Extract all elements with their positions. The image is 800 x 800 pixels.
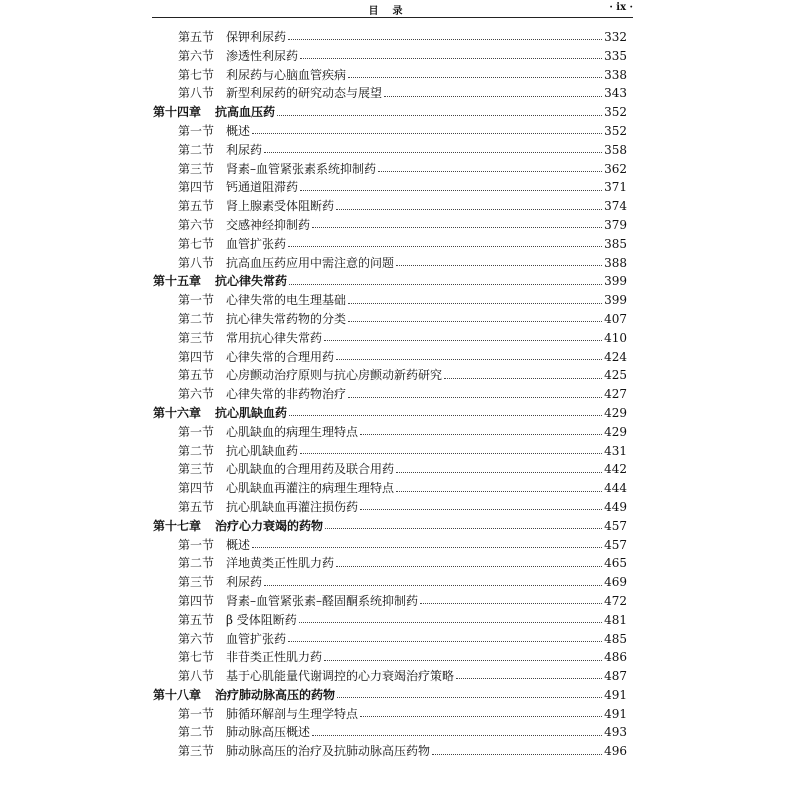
entry-title: 洋地黄类正性肌力药: [226, 556, 335, 571]
dot-leader: [348, 396, 602, 398]
entry-page-number: 335: [604, 48, 627, 63]
dot-leader: [252, 546, 602, 548]
entry-title: 利尿药与心脑血管疾病: [226, 67, 347, 82]
entry-label: 第六节: [178, 217, 215, 232]
dot-leader: [432, 753, 602, 755]
entry-label: 第六节: [178, 631, 215, 646]
entry-label: 第六节: [178, 48, 215, 63]
entry-page-number: 431: [604, 443, 627, 458]
entry-label: 第二节: [178, 142, 215, 157]
toc-section-entry: [152, 723, 627, 742]
entry-page-number: 444: [604, 481, 627, 496]
entry-label: 第一节: [178, 706, 215, 721]
page-header: [152, 2, 633, 18]
entry-title: 交感神经抑制药: [226, 217, 311, 232]
entry-page-number: 362: [604, 161, 627, 176]
entry-label: 第六节: [178, 387, 215, 402]
entry-page-number: 487: [604, 669, 627, 684]
entry-label: 第十八章: [153, 687, 202, 702]
entry-page-number: 491: [604, 706, 627, 721]
dot-leader: [396, 264, 602, 266]
entry-label: 第一节: [178, 537, 215, 552]
entry-label: 第十六章: [153, 405, 202, 420]
toc-section-entry: [152, 479, 627, 498]
toc-section-entry: [152, 460, 627, 479]
toc-section-entry: [152, 630, 627, 649]
entry-label: 第二节: [178, 556, 215, 571]
entry-title: 心律失常的合理用药: [226, 349, 335, 364]
entry-title: 心房颤动治疗原则与抗心房颤动新药研究: [226, 368, 443, 383]
table-of-contents: [152, 28, 627, 761]
toc-chapter-entry: [152, 517, 627, 536]
entry-title: 新型利尿药的研究动态与展望: [226, 86, 383, 101]
entry-title: 治疗肺动脉高压的药物: [215, 687, 336, 702]
dot-leader: [264, 584, 602, 586]
entry-label: 第三节: [178, 161, 215, 176]
entry-page-number: 371: [604, 180, 627, 195]
entry-page-number: 496: [604, 744, 627, 759]
entry-title: β 受体阻断药: [226, 612, 297, 627]
dot-leader: [396, 490, 602, 492]
entry-title: 肺动脉高压的治疗及抗肺动脉高压药物: [226, 744, 431, 759]
toc-section-entry: [152, 742, 627, 761]
entry-title: 钙通道阻滞药: [226, 180, 299, 195]
entry-title: 利尿药: [226, 575, 263, 590]
entry-label: 第四节: [178, 481, 215, 496]
entry-page-number: 352: [604, 105, 627, 120]
entry-label: 第八节: [178, 669, 215, 684]
entry-label: 第一节: [178, 123, 215, 138]
dot-leader: [312, 734, 602, 736]
entry-title: 心肌缺血的合理用药及联合用药: [226, 462, 395, 477]
dot-leader: [325, 527, 602, 529]
dot-leader: [336, 358, 602, 360]
entry-label: 第十五章: [153, 274, 202, 289]
entry-title: 抗心肌缺血再灌注损伤药: [226, 499, 359, 514]
entry-title: 肺动脉高压概述: [226, 725, 311, 740]
entry-title: 抗心肌缺血药: [226, 443, 299, 458]
dot-leader: [312, 226, 602, 228]
entry-title: 肾上腺素受体阻断药: [226, 199, 335, 214]
entry-label: 第四节: [178, 180, 215, 195]
entry-title: 抗高血压药应用中需注意的问题: [226, 255, 395, 270]
toc-section-entry: [152, 348, 627, 367]
dot-leader: [299, 621, 602, 623]
entry-label: 第八节: [178, 255, 215, 270]
toc-section-entry: [152, 197, 627, 216]
toc-section-entry: [152, 254, 627, 273]
entry-page-number: 493: [604, 725, 627, 740]
dot-leader: [348, 76, 602, 78]
entry-page-number: 485: [604, 631, 627, 646]
entry-label: 第三节: [178, 744, 215, 759]
toc-section-entry: [152, 611, 627, 630]
entry-page-number: 491: [604, 687, 627, 702]
toc-section-entry: [152, 366, 627, 385]
dot-leader: [360, 508, 602, 510]
entry-page-number: 469: [604, 575, 627, 590]
entry-page-number: 424: [604, 349, 627, 364]
entry-page-number: 457: [604, 537, 627, 552]
toc-section-entry: [152, 291, 627, 310]
entry-page-number: 374: [604, 199, 627, 214]
entry-title: 常用抗心律失常药: [226, 330, 323, 345]
entry-label: 第八节: [178, 86, 215, 101]
dot-leader: [300, 452, 602, 454]
toc-chapter-entry: [152, 103, 627, 122]
entry-title: 抗高血压药: [215, 105, 276, 120]
entry-title: 保钾利尿药: [226, 30, 287, 44]
toc-section-entry: [152, 442, 627, 461]
entry-title: 心肌缺血再灌注的病理生理特点: [226, 481, 395, 496]
dot-leader: [360, 433, 602, 435]
entry-page-number: 338: [604, 67, 627, 82]
entry-page-number: 379: [604, 217, 627, 232]
dot-leader: [336, 208, 602, 210]
entry-page-number: 410: [604, 330, 627, 345]
dot-leader: [324, 339, 602, 341]
dot-leader: [277, 114, 602, 116]
dot-leader: [264, 151, 602, 153]
entry-page-number: 427: [604, 387, 627, 402]
entry-label: 第一节: [178, 293, 215, 308]
toc-section-entry: [152, 178, 627, 197]
entry-label: 第四节: [178, 593, 215, 608]
entry-title: 抗心肌缺血药: [215, 405, 288, 420]
entry-label: 第四节: [178, 349, 215, 364]
toc-chapter-entry: [152, 272, 627, 291]
document-page: [152, 0, 633, 800]
entry-page-number: 343: [604, 86, 627, 101]
dot-leader: [288, 245, 602, 247]
dot-leader: [378, 170, 602, 172]
entry-page-number: 407: [604, 311, 627, 326]
entry-page-number: 358: [604, 142, 627, 157]
entry-label: 第五节: [178, 368, 215, 383]
dot-leader: [396, 471, 602, 473]
toc-section-entry: [152, 84, 627, 103]
toc-section-entry: [152, 235, 627, 254]
dot-leader: [456, 677, 602, 679]
entry-title: 血管扩张药: [226, 631, 287, 646]
entry-page-number: 352: [604, 123, 627, 138]
entry-page-number: 399: [604, 293, 627, 308]
entry-label: 第二节: [178, 725, 215, 740]
entry-label: 第七节: [178, 67, 215, 82]
entry-title: 肺循环解剖与生理学特点: [226, 706, 359, 721]
entry-title: 抗心律失常药: [215, 274, 288, 289]
entry-title: 心律失常的非药物治疗: [226, 387, 347, 402]
toc-section-entry: [152, 554, 627, 573]
entry-page-number: 332: [604, 30, 627, 44]
dot-leader: [289, 283, 602, 285]
toc-section-entry: [152, 592, 627, 611]
toc-section-entry: [152, 310, 627, 329]
dot-leader: [420, 602, 602, 604]
toc-section-entry: [152, 573, 627, 592]
toc-section-entry: [152, 141, 627, 160]
toc-chapter-entry: [152, 686, 627, 705]
entry-label: 第一节: [178, 424, 215, 439]
entry-label: 第三节: [178, 575, 215, 590]
dot-leader: [360, 715, 602, 717]
entry-page-number: 472: [604, 593, 627, 608]
entry-title: 概述: [226, 537, 251, 552]
toc-section-entry: [152, 423, 627, 442]
toc-section-entry: [152, 160, 627, 179]
entry-page-number: 481: [604, 612, 627, 627]
toc-section-entry: [152, 66, 627, 85]
entry-label: 第二节: [178, 311, 215, 326]
dot-leader: [336, 565, 602, 567]
dot-leader: [252, 132, 602, 134]
entry-label: 第五节: [178, 199, 215, 214]
toc-section-entry: [152, 648, 627, 667]
toc-section-entry: [152, 705, 627, 724]
entry-label: 第二节: [178, 443, 215, 458]
entry-label: 第十四章: [153, 105, 202, 120]
header-title: 目录: [368, 6, 417, 17]
dot-leader: [337, 696, 602, 698]
entry-page-number: 388: [604, 255, 627, 270]
entry-page-number: 429: [604, 405, 627, 420]
entry-title: 利尿药: [226, 142, 263, 157]
entry-label: 第七节: [178, 650, 215, 665]
toc-chapter-entry: [152, 404, 627, 423]
entry-label: 第三节: [178, 330, 215, 345]
entry-title: 概述: [226, 123, 251, 138]
entry-label: 第十七章: [153, 518, 202, 533]
entry-page-number: 385: [604, 236, 627, 251]
entry-title: 肾素–血管紧张素系统抑制药: [226, 161, 377, 176]
entry-title: 基于心肌能量代谢调控的心力衰竭治疗策略: [226, 669, 455, 684]
dot-leader: [300, 57, 602, 59]
dot-leader: [348, 302, 602, 304]
entry-title: 抗心律失常药物的分类: [226, 311, 347, 326]
entry-title: 治疗心力衰竭的药物: [215, 518, 324, 533]
dot-leader: [348, 320, 602, 322]
entry-page-number: 442: [604, 462, 627, 477]
entry-title: 非苷类正性肌力药: [226, 650, 323, 665]
toc-section-entry: [152, 47, 627, 66]
toc-section-entry: [152, 28, 627, 47]
dot-leader: [289, 414, 602, 416]
toc-section-entry: [152, 329, 627, 348]
entry-label: 第三节: [178, 462, 215, 477]
dot-leader: [288, 640, 602, 642]
entry-title: 心肌缺血的病理生理特点: [226, 424, 359, 439]
toc-section-entry: [152, 667, 627, 686]
dot-leader: [324, 659, 602, 661]
entry-title: 心律失常的电生理基础: [226, 293, 347, 308]
dot-leader: [384, 95, 602, 97]
dot-leader: [444, 377, 602, 379]
header-page-number: · ix ·: [609, 2, 633, 13]
entry-page-number: 457: [604, 518, 627, 533]
entry-page-number: 425: [604, 368, 627, 383]
entry-page-number: 465: [604, 556, 627, 571]
toc-section-entry: [152, 498, 627, 517]
toc-section-entry: [152, 122, 627, 141]
entry-title: 肾素–血管紧张素–醛固酮系统抑制药: [226, 593, 419, 608]
dot-leader: [300, 189, 602, 191]
toc-section-entry: [152, 385, 627, 404]
entry-label: 第七节: [178, 236, 215, 251]
entry-label: 第五节: [178, 612, 215, 627]
entry-label: 第五节: [178, 499, 215, 514]
entry-page-number: 399: [604, 274, 627, 289]
toc-section-entry: [152, 216, 627, 235]
dot-leader: [288, 38, 602, 40]
entry-title: 血管扩张药: [226, 236, 287, 251]
entry-page-number: 449: [604, 499, 627, 514]
entry-title: 渗透性利尿药: [226, 48, 299, 63]
entry-page-number: 486: [604, 650, 627, 665]
entry-page-number: 429: [604, 424, 627, 439]
toc-section-entry: [152, 536, 627, 555]
entry-label: 第五节: [178, 30, 215, 44]
